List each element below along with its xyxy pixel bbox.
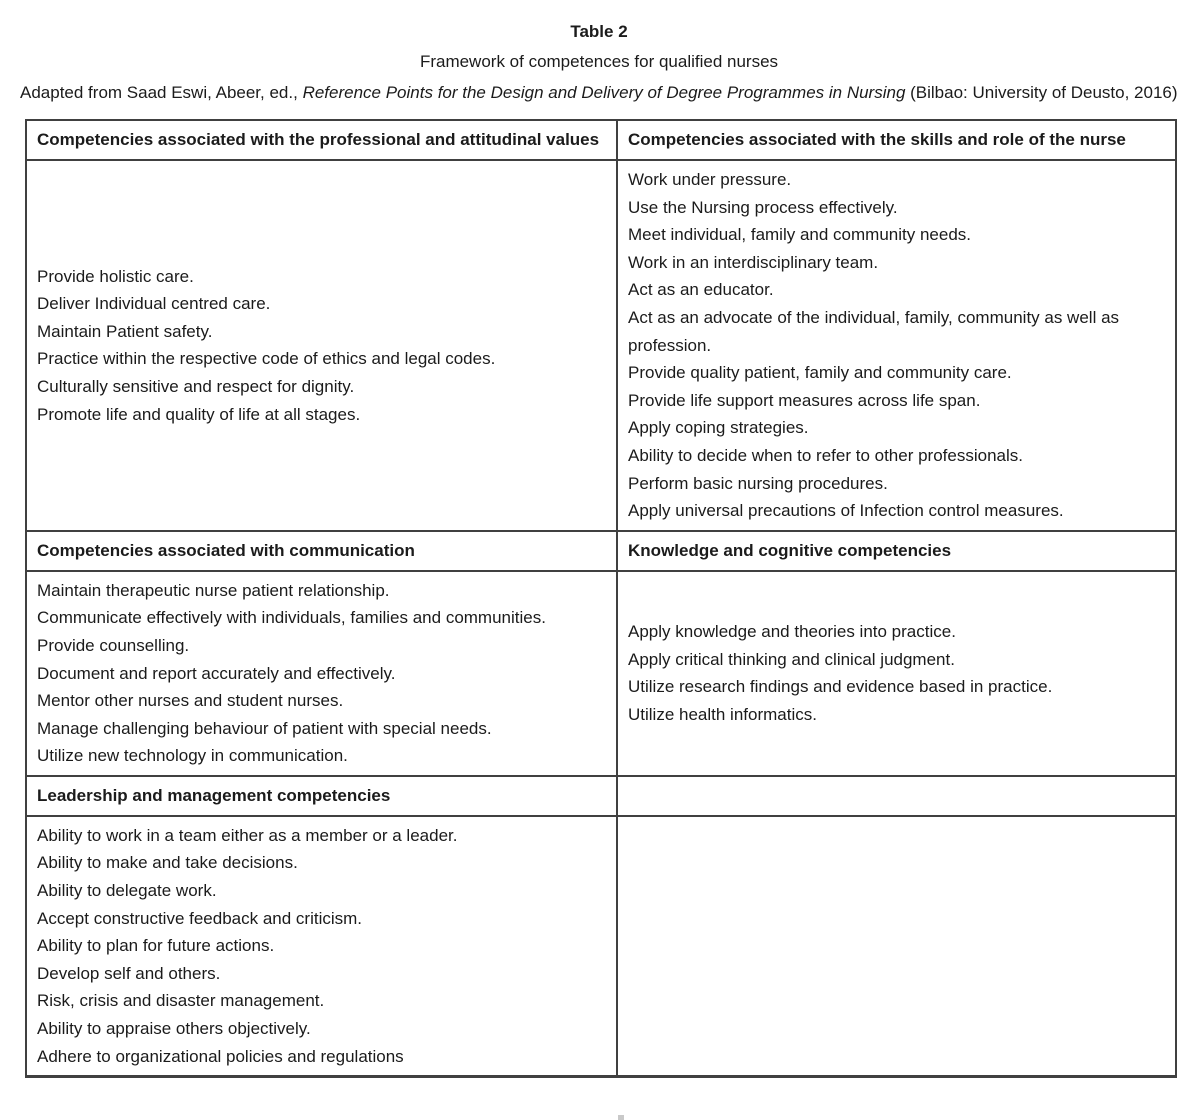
table-row: [26, 776, 1176, 816]
list-item: Ability to delegate work.: [37, 881, 217, 901]
cell-communication-items: [26, 571, 617, 776]
list-item: Utilize research findings and evidence based in practice.: [628, 677, 1053, 697]
list-item: Mentor other nurses and student nurses.: [37, 691, 344, 711]
list-item: Act as an advocate of the individual, family, community as well as profession.: [628, 307, 1120, 355]
list-item: Apply universal precautions of Infection control measures.: [628, 501, 1064, 521]
cell-skills-role-items: [617, 160, 1176, 531]
list-item: Adhere to organizational policies and regulations: [37, 1046, 404, 1066]
list-item: Perform basic nursing procedures.: [628, 473, 888, 493]
list-item: Utilize new technology in communication.: [37, 746, 348, 766]
table-row: [26, 531, 1176, 571]
list-item: Ability to decide when to refer to other professionals.: [628, 445, 1023, 465]
cell-knowledge-cognitive-items: [617, 571, 1176, 776]
list-item: Ability to plan for future actions.: [37, 936, 275, 956]
citation-prefix: Adapted from Saad Eswi, Abeer, ed.,: [20, 83, 303, 102]
competencies-table: [25, 119, 1177, 1078]
list-item: Develop self and others.: [37, 963, 221, 983]
header-skills-role-of-nurse: Competencies associated with the skills and role of the nurse: [617, 120, 1176, 160]
list-item: Ability to appraise others objectively.: [37, 1019, 311, 1039]
list-item: Provide quality patient, family and community care.: [628, 363, 1012, 383]
table-row: [26, 816, 1176, 1077]
list-item: Act as an educator.: [628, 280, 774, 300]
header-leadership-management: Leadership and management competencies: [26, 776, 617, 816]
header-communication: Competencies associated with communication: [26, 531, 617, 571]
list-item: Ability to make and take decisions.: [37, 853, 298, 873]
list-item: Maintain Patient safety.: [37, 321, 213, 341]
list-item: Apply knowledge and theories into practice.: [628, 622, 956, 642]
list-item: Ability to work in a team either as a member or a leader.: [37, 825, 458, 845]
list-item: Communicate effectively with individuals, families and communities.: [37, 608, 546, 628]
list-item: Document and report accurately and effectively.: [37, 663, 396, 683]
list-item: Apply coping strategies.: [628, 418, 809, 438]
table-row: [26, 160, 1176, 531]
cell-professional-attitudinal-items: [26, 160, 617, 531]
list-item: Accept constructive feedback and criticism.: [37, 908, 363, 928]
list-item: Work under pressure.: [628, 170, 792, 189]
table-row: [26, 571, 1176, 776]
list-item: Provide counselling.: [37, 635, 190, 655]
list-item: Maintain therapeutic nurse patient relationship.: [37, 580, 390, 600]
list-item: Use the Nursing process effectively.: [628, 197, 898, 217]
list-item: Apply critical thinking and clinical judgment.: [628, 649, 955, 669]
list-item: Practice within the respective code of ethics and legal codes.: [37, 349, 496, 369]
clipped-page-number: [618, 1115, 624, 1120]
list-item: Provide life support measures across life span.: [628, 390, 981, 410]
citation-work-title: Reference Points for the Design and Delivery of Degree Programmes in Nursing: [302, 83, 906, 102]
source-citation: [20, 84, 1178, 101]
list-item: Work in an interdisciplinary team.: [628, 252, 879, 272]
list-item: Culturally sensitive and respect for dignity.: [37, 376, 355, 396]
header-empty: [617, 776, 1176, 816]
list-item: Deliver Individual centred care.: [37, 294, 271, 314]
list-item: Risk, crisis and disaster management.: [37, 991, 325, 1011]
header-professional-attitudinal-values: Competencies associated with the professional and attitudinal values: [26, 120, 617, 160]
table-row: [26, 120, 1176, 160]
cell-empty: [617, 816, 1176, 1077]
list-item: Manage challenging behaviour of patient with special needs.: [37, 718, 492, 738]
table-label: Table 2: [570, 22, 628, 41]
cell-leadership-management-items: [26, 816, 617, 1077]
header-knowledge-cognitive: Knowledge and cognitive competencies: [617, 531, 1176, 571]
list-item: Utilize health informatics.: [628, 704, 817, 724]
table-caption: Framework of competences for qualified nurses: [419, 52, 779, 71]
citation-suffix: (Bilbao: University of Deusto, 2016): [905, 83, 1178, 102]
list-item: Promote life and quality of life at all stages.: [37, 404, 361, 424]
list-item: Provide holistic care.: [37, 266, 194, 286]
list-item: Meet individual, family and community needs.: [628, 225, 971, 245]
